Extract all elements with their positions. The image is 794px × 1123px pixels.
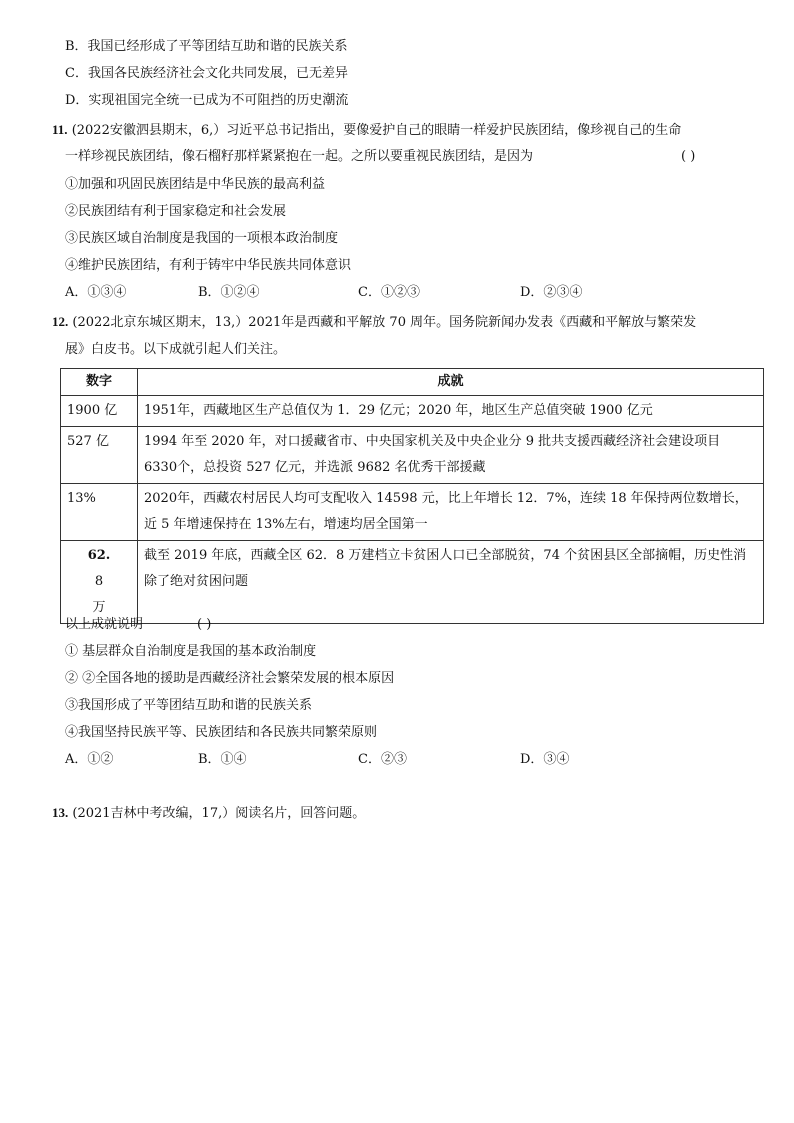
q12-stem-text1: (2022北京东城区期末，13,）2021年是西藏和平解放 70 周年。国务院新闻办发表《西藏和平解放与繁荣发 (72, 315, 697, 330)
q12-statement-4: ④我国坚持民族平等、民族团结和各民族共同繁荣原则 (65, 725, 378, 740)
table-cell-number-part1: 62. (87, 548, 111, 563)
q11-stem-line2: 一样珍视民族团结，像石榴籽那样紧紧抱在一起。之所以要重视民族团结，是因为 (65, 149, 534, 164)
table-row (61, 396, 764, 427)
q13-number: 13. (52, 805, 69, 820)
table-cell-number (61, 541, 138, 624)
table-cell-number-part2: 8 (94, 574, 104, 589)
q12-choice-c[interactable]: C．②③ (358, 752, 407, 767)
achievement-table (60, 368, 764, 624)
q12-choice-b[interactable]: B．①④ (198, 752, 247, 767)
table-header-achievement: 成就 (138, 369, 764, 396)
table-row (61, 427, 764, 484)
q11-statement-2: ②民族团结有利于国家稳定和社会发展 (65, 204, 287, 219)
q12-number: 12. (52, 314, 69, 329)
table-cell-number-part3: 万 (92, 600, 106, 615)
table-header-row (61, 369, 764, 396)
q12-statement-2: ② ②全国各地的援助是西藏经济社会繁荣发展的根本原因 (65, 671, 395, 686)
table-row (61, 484, 764, 541)
q11-statement-3: ③民族区域自治制度是我国的一项根本政治制度 (65, 231, 339, 246)
q11-statement-4: ④维护民族团结，有利于铸牢中华民族共同体意识 (65, 258, 352, 273)
q12-prompt: 以上成就说明 (65, 617, 144, 632)
table-cell-achievement: 2020年，西藏农村居民人均可支配收入 14598 元，比上年增长 12．7%，连续 18 年保持两位数增长，近 5 年增速保持在 13%左右，增速均居全国第一 (138, 484, 764, 541)
q13-stem (52, 804, 365, 823)
q11-number: 11. (52, 122, 68, 137)
q11-choice-b[interactable]: B．①②④ (198, 285, 260, 300)
q11-stem-text1: (2022安徽泗县期末，6,）习近平总书记指出，要像爱护自己的眼睛一样爱护民族团结，像珍视自己的生命 (71, 123, 682, 138)
q12-answer-bracket: ( ) (197, 617, 212, 632)
q10-option-c: C．我国各民族经济社会文化共同发展，已无差异 (65, 66, 348, 81)
q11-choice-a[interactable]: A．①③④ (65, 285, 127, 300)
q10-option-d: D．实现祖国完全统一已成为不可阻挡的历史潮流 (65, 93, 349, 108)
table-cell-number: 527 亿 (61, 427, 138, 484)
q12-statement-1: ① 基层群众自治制度是我国的基本政治制度 (65, 644, 317, 659)
q12-choice-d[interactable]: D．③④ (520, 752, 570, 767)
table-cell-achievement: 1994 年至 2020 年，对口援藏省市、中央国家机关及中央企业分 9 批共支援西藏经济社会建设项目 6330个，总投资 527 亿元，并选派 9682 名优秀干部援藏 (138, 427, 764, 484)
q12-choice-a[interactable]: A．①② (65, 752, 114, 767)
q11-stem-line1 (52, 121, 681, 140)
table-cell-number: 1900 亿 (61, 396, 138, 427)
table-cell-achievement: 1951年，西藏地区生产总值仅为 1．29 亿元；2020 年，地区生产总值突破 1900 亿元 (138, 396, 764, 427)
table-row (61, 541, 764, 624)
q10-option-b: B．我国已经形成了平等团结互助和谐的民族关系 (65, 39, 348, 54)
table-cell-achievement: 截至 2019 年底，西藏全区 62．8 万建档立卡贫困人口已全部脱贫，74 个贫困县区全部摘帽，历史性消除了绝对贫困问题 (138, 541, 764, 624)
q13-stem-text: (2021吉林中考改编，17,）阅读名片，回答问题。 (72, 806, 366, 821)
q11-statement-1: ①加强和巩固民族团结是中华民族的最高利益 (65, 177, 326, 192)
q11-answer-bracket: ( ) (681, 149, 696, 164)
q11-choice-c[interactable]: C．①②③ (358, 285, 420, 300)
q12-statement-3: ③我国形成了平等团结互助和谐的民族关系 (65, 698, 313, 713)
q11-choice-d[interactable]: D．②③④ (520, 285, 583, 300)
q12-stem-line1 (52, 313, 696, 332)
q12-stem-line2: 展》白皮书。以下成就引起人们关注。 (65, 342, 287, 357)
table-cell-number: 13% (61, 484, 138, 541)
table-header-number: 数字 (61, 369, 138, 396)
